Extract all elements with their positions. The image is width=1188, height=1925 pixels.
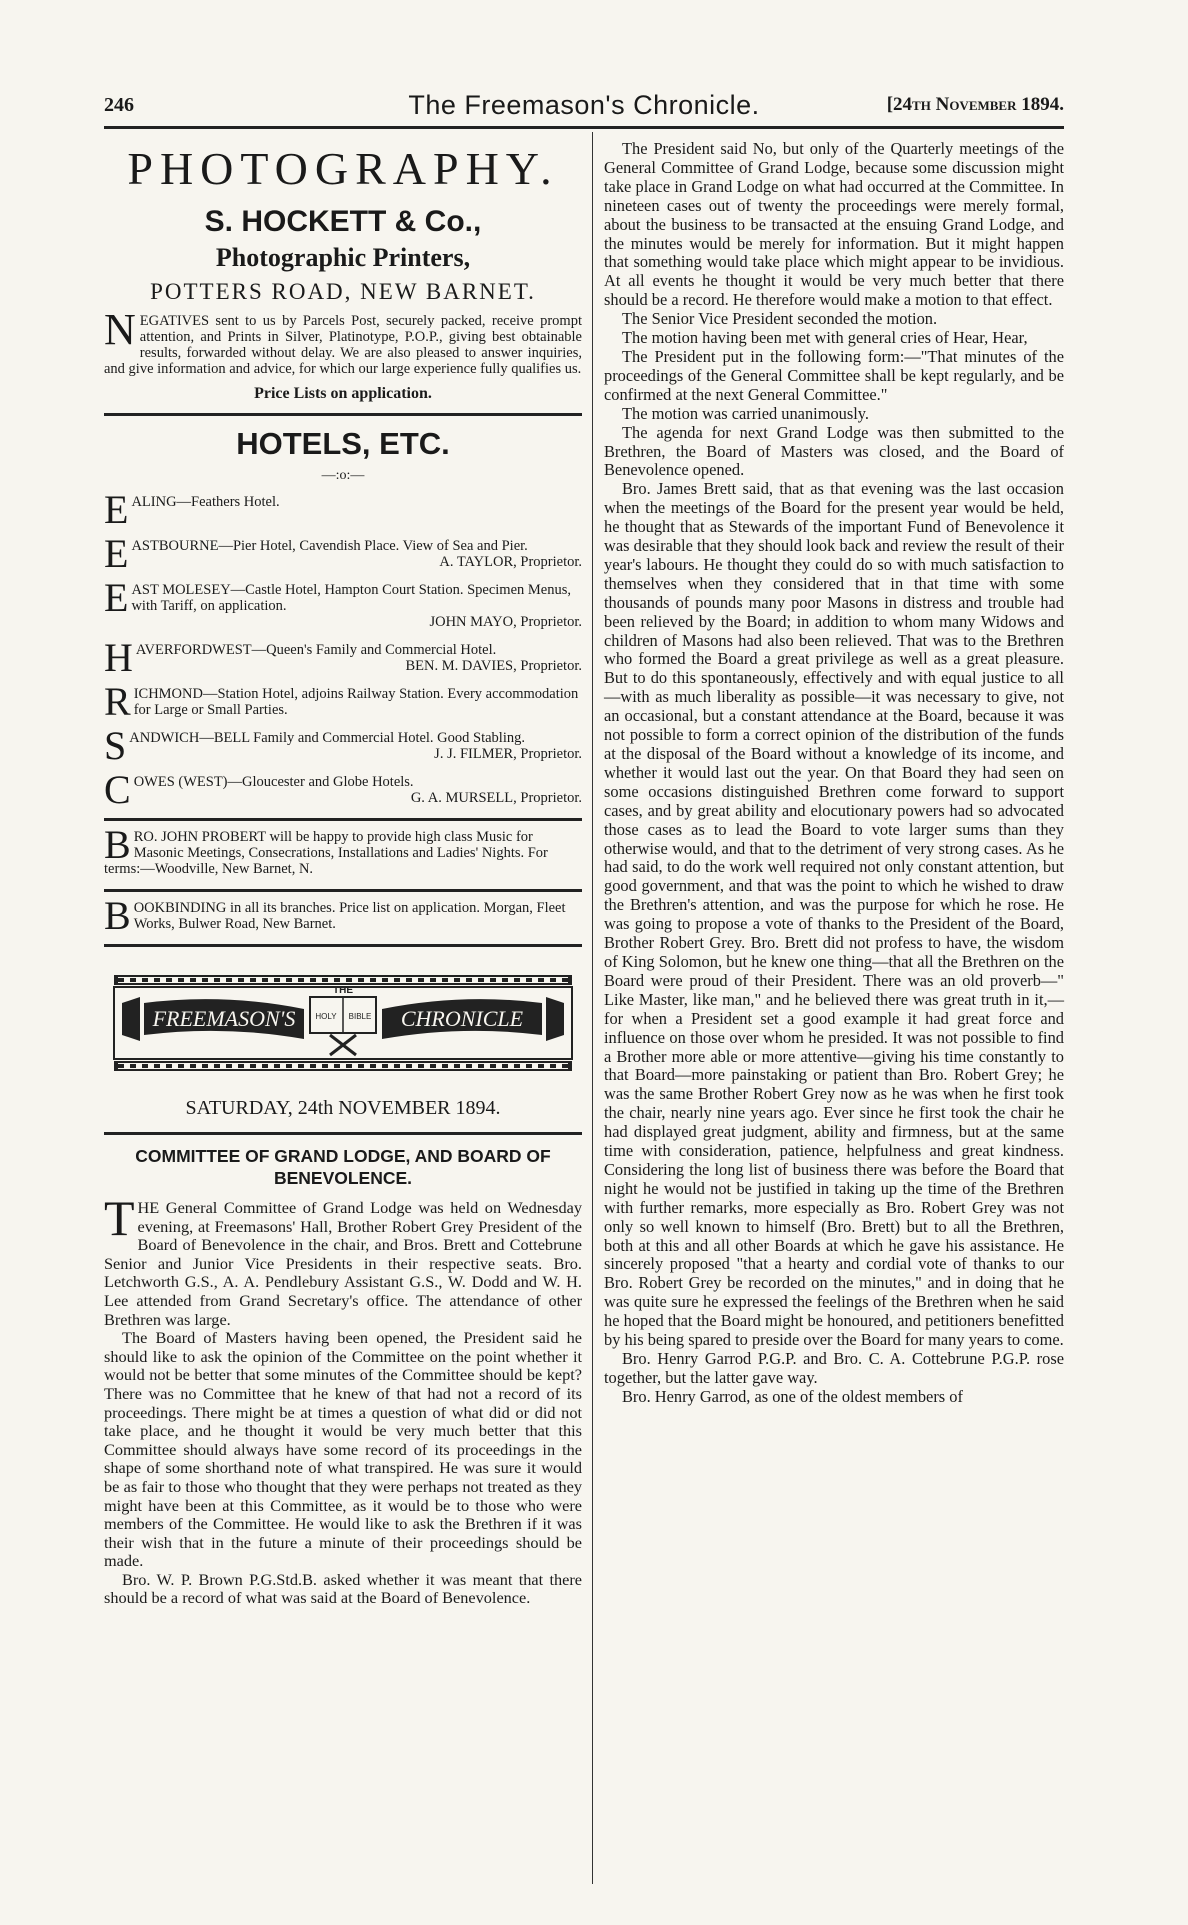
hotel-entry: [104, 538, 582, 570]
left-flag-icon: [122, 997, 140, 1041]
hotels-separator: —:o:—: [321, 468, 365, 483]
section-rule: [104, 818, 582, 821]
section-rule: [104, 944, 582, 947]
hotel-text: ASTBOURNE—Pier Hotel, Cavendish Place. View of Sea and Pier.: [131, 538, 528, 554]
article-left-text: [104, 1190, 582, 1608]
hotel-text: AST MOLESEY—Castle Hotel, Hampton Court Station. Specimen Menus, with Tariff, on application.: [131, 582, 571, 614]
section-rule: [104, 413, 582, 416]
article-right-text: [604, 140, 1064, 1407]
hotel-text: OWES (WEST)—Gloucester and Globe Hotels.: [133, 774, 414, 790]
hotels-heading: HOTELS, ETC.: [236, 426, 450, 461]
drop-cap: C: [104, 774, 131, 806]
company-address: POTTERS ROAD, NEW BARNET.: [150, 279, 536, 304]
hotel-text: ALING—Feathers Hotel.: [131, 494, 280, 510]
drop-cap: E: [104, 582, 129, 620]
article-paragraph: The agenda for next Grand Lodge was then submitted to the Brethren, the Board of Masters was closed, and the Board of Benevolence opened.: [604, 422, 1064, 480]
probert-advert: [104, 829, 582, 877]
photography-advert: [104, 142, 582, 403]
issue-date: SATURDAY, 24th NOVEMBER 1894.: [185, 1097, 501, 1119]
right-column: [604, 140, 1064, 1407]
drop-cap: S: [104, 730, 127, 762]
hotel-entry: [104, 730, 582, 762]
photography-notice: [104, 305, 582, 377]
article-paragraph: The Board of Masters having been opened, the President said he should like to ask the opinion of the Committee on the point whether it would not be better that some minutes of the Committee should be kept? There was no Committee that he knew of that had not a record of its proceedings. There might be at times a question of what did or did not take place, and he thought it would be very much better that this Committee should always have some record of its proceedings in the shape of some shorthand note of what transpired. He was sure it would be as fair to those who thought that they were perhaps not treated as they might have been at this Committee, as it would be to those who were members of the Committee. He would like to ask the Brethren if it was their wish that in the future a minute of their proceedings should be made.: [104, 1328, 582, 1571]
page-number: 246: [104, 94, 134, 116]
company-subtitle: Photographic Printers,: [215, 243, 471, 272]
emblem-book-left: HOLY: [315, 1012, 337, 1021]
square-and-compasses-icon: [330, 1035, 356, 1055]
drop-cap: E: [104, 494, 129, 526]
article-paragraph: THE General Committee of Grand Lodge was held on Wednesday evening, at Freemasons' Hall, Brother Robert Grey President of the Board of Benevolence in the chair, and Bros. Brett and Cottebrune Senior and Junior Vice Presidents in their respective seats. Bro. Letchworth G.S., A. A. Pendlebury Assistant G.S., W. Dodd and W. H. Lee attended from Grand Secretary's office. The attendance of other Brethren was large.: [104, 1190, 582, 1329]
article-heading: COMMITTEE OF GRAND LODGE, AND BOARD OF BENEVOLENCE.: [135, 1146, 551, 1188]
drop-cap: B: [104, 900, 131, 932]
emblem-left-word: FREEMASON'S: [152, 1006, 296, 1031]
emblem-right-word: CHRONICLE: [400, 1006, 524, 1031]
bookbinding-advert: [104, 900, 582, 932]
section-rule: [104, 1132, 582, 1135]
photography-heading: PHOTOGRAPHY.: [127, 143, 559, 194]
article-paragraph: Bro. Henry Garrod P.G.P. and Bro. C. A. Cottebrune P.G.P. rose together, but the latter gave way.: [604, 1349, 1064, 1387]
publication-title: The Freemason's Chronicle.: [408, 90, 760, 120]
left-column: [104, 136, 582, 1608]
hotel-proprietor: A. TAYLOR, Proprietor.: [439, 554, 582, 570]
hotel-entry: [104, 774, 582, 806]
article-paragraph: The motion having been met with general cries of Hear, Hear,: [622, 328, 1028, 348]
drop-cap: H: [104, 642, 133, 674]
emblem-graphic: [104, 969, 582, 1077]
article-paragraph: The President put in the following form:—"That minutes of the proceedings of the General Committee shall be kept regularly, and be confirmed at the next General Committee.": [604, 346, 1064, 404]
masthead-emblem: [104, 969, 582, 1077]
hotel-entry: [104, 582, 582, 630]
hotel-text: AVERFORDWEST—Queen's Family and Commercial Hotel.: [135, 642, 497, 658]
drop-cap: N: [104, 305, 136, 354]
hotel-proprietor: G. A. MURSELL, Proprietor.: [410, 790, 582, 806]
article-paragraph: The Senior Vice President seconded the motion.: [622, 309, 938, 329]
hotel-proprietor: BEN. M. DAVIES, Proprietor.: [405, 658, 582, 674]
drop-cap: R: [104, 686, 131, 718]
company-name: S. HOCKETT & Co.,: [204, 205, 482, 238]
checker-border-top: [114, 975, 572, 985]
article-paragraph: Bro. W. P. Brown P.G.Std.B. asked whether it was meant that there should be a record of what was said at the Board of Benevolence.: [104, 1569, 582, 1608]
header-rule: [104, 126, 1064, 129]
masthead: [104, 92, 1064, 122]
drop-cap: E: [104, 538, 129, 570]
column-divider: [592, 132, 593, 1884]
hotel-text: ANDWICH—BELL Family and Commercial Hotel. Good Stabling.: [129, 730, 525, 746]
hotel-entry: [104, 686, 582, 718]
hotel-proprietor: J. J. FILMER, Proprietor.: [434, 746, 582, 762]
emblem-top-word: THE: [333, 985, 353, 996]
probert-text: RO. JOHN PROBERT will be happy to provide high class Music for Masonic Meetings, Consecrations, Installations and Ladies' Nights. For terms:—Woodville, New Barnet, N.: [104, 829, 548, 877]
hotels-section: [104, 426, 582, 806]
emblem-book-right: BIBLE: [348, 1012, 372, 1021]
bookbinding-text: OOKBINDING in all its branches. Price list on application. Morgan, Fleet Works, Bulwer Road, New Barnet.: [133, 900, 566, 932]
header-date: [24th November 1894.: [886, 94, 1064, 115]
hotel-entry: [104, 494, 582, 526]
article-paragraph: The motion was carried unanimously.: [622, 403, 870, 423]
drop-cap: T: [104, 1190, 135, 1246]
drop-cap: B: [104, 829, 131, 867]
hotel-text: ICHMOND—Station Hotel, adjoins Railway Station. Every accommodation for Large or Small Parties.: [133, 686, 579, 718]
section-rule: [104, 889, 582, 892]
article-paragraph: Bro. Henry Garrod, as one of the oldest members of: [622, 1386, 963, 1406]
article-paragraph: The President said No, but only of the Quarterly meetings of the General Committee of Grand Lodge, because some discussion might take place in Grand Lodge on what had occurred at the Committee. In nineteen cases out of twenty the proceedings were merely formal, about the business to be transacted at the ensuing Grand Lodge, and the minutes would be merely for information. But it might happen that something would take place which might appear to be invidious. At all events he thought it would be very much better that there should be a record. He therefore would make a motion to that effect.: [604, 139, 1064, 310]
price-lists: Price Lists on application.: [254, 385, 432, 402]
notice-text: EGATIVES sent to us by Parcels Post, securely packed, receive prompt attention, and Prints in Silver, Platinotype, P.O.P., giving best obtainable results, forwarded without delay. We are also pleased to answer inquiries, and give information and advice, for which our large experience fully qualifies us.: [104, 313, 582, 377]
article-paragraph: Bro. James Brett said, that as that evening was the last occasion when the meetings of the Board for the present year would be held, he thought that as Stewards of the important Fund of Benevolence it was desirable that they should look back and review the result of their year's labours. He thought they could do so with much satisfaction to themselves when they considered that in that time with some thousands of pounds many poor Masons in distress and trouble had been relieved by the Board; in addition to whom many Widows and children of Masons had also been relieved. That was to the Brethren who formed the Board a great privilege as well as a great pleasure. But to do this spontaneously, effectively and with equal justice to all—with as much liberality as possible—it was necessary to give, not an occasional, but a constant attendance at the Board, because it was not possible to form a correct opinion of the distribution of the funds at the disposal of the Board without a knowledge of its income, and whether it would last out the year. On that Board they had seen on some occasions distinguished Brethren come forward to support cases, and by great ability and elocutionary powers had so advocated those cases as to lead the Board to vote larger sums than they otherwise would, and that to the detriment of very strong cases. As he had said, to do the work well required not only constant attention, but good government, and that was the point to which he wished to draw the Brethren's attention, and was the purpose for which he rose. He was going to propose a vote of thanks to the President of the Board, Brother Robert Grey. Bro. Brett did not profess to have, the wisdom of King Solomon, but he knew one thing—that all the Brethren on the Board were proud of their President. There was an old proverb—" Like Master, like man," and he believed there was great truth in it,—for when a President set a good example it had great force and influence on those over whom he presided. It was not possible to find a Brother more able or more attentive—giving his time constantly to that Board—more painstaking or patient than Bro. Robert Grey; he was the same Brother Robert Grey now as he was when he first took the chair, nearly nine years ago. Ever since he first took the chair he had displayed great judgment, ability and firmness, but at the same time with consideration, patience, helpfulness and great kindness. Considering the long list of business there was before the Board that night he would not be justified in taking up the time of the Brethren with further remarks, more especially as Bro. Robert Grey was not only so well known to himself (Bro. Brett) but to all the Brethren, both at this and all other Boards at which he gave his assistance. He sincerely proposed "that a hearty and cordial vote of thanks to our Bro. Robert Grey be recorded on the minutes," and in doing that he was quite sure he expressed the feelings of the Brethren when he said he hoped that the Board might be honoured, and petitioners benefitted by his being spared to preside over the Board for many years to come.: [604, 479, 1064, 1350]
hotel-entry: [104, 642, 582, 674]
right-flag-icon: [546, 997, 564, 1041]
hotel-proprietor: JOHN MAYO, Proprietor.: [429, 614, 582, 630]
checker-border-bottom: [114, 1061, 572, 1071]
